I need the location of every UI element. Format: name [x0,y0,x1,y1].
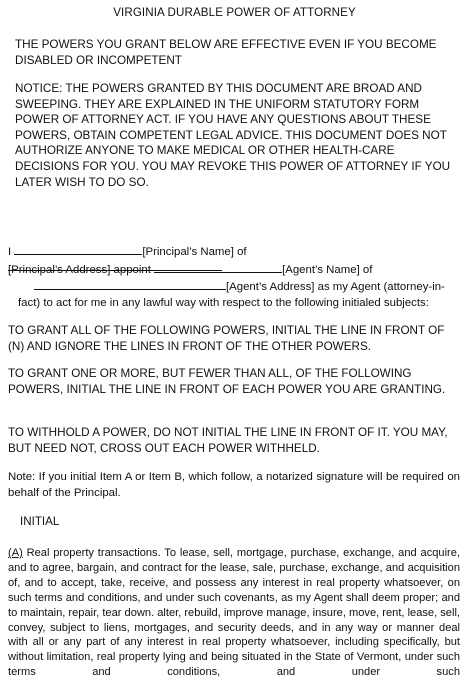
item-a-paragraph [8,546,460,680]
instruction-some: TO GRANT ONE OR MORE, BUT FEWER THAN ALL, OF THE FOLLOWING POWERS, INITIAL THE LINE IN FRONT OF EACH POWER YOU ARE GRANTING. [8,367,446,396]
notarization-note: Note: If you initial Item A or Item B, which follow, a notarized signature will be required on behalf of the Principal. [8,471,460,499]
item-a-letter[interactable]: (A) [8,547,23,559]
principal-name-label: [Principal’s Name] of [142,246,247,258]
agent-name-field[interactable] [154,262,282,273]
item-a-text: Real property transactions. To lease, sell, mortgage, purchase, exchange, and acquire, and to agree, bargain, and contract for the lease, sale, purchase, exchange, and acquisition of, and to accept, take, receive, and possess any interest in real property whatsoever, on such terms and conditions, and under such covenants, as my Agent shall deem proper; and to maintain, repair, tear down. alter, rebuild, improve manage, insure, move, rent, lease, sell, convey, subject to liens, mortgages, and security deeds, and in any way or manner deal with all or any part of any interest in real property whatsoever, including specifically, but without limitation, real property lying and being situated in the State of Vermont, under such terms and conditions, and under such [8,547,460,679]
document-title: VIRGINIA DURABLE POWER OF ATTORNEY [113,6,356,19]
instruction-withhold: TO WITHHOLD A POWER, DO NOT INITIAL THE LINE IN FRONT OF IT. YOU MAY, BUT NEED NOT, CROSS OUT EACH POWER WITHHELD. [8,426,448,455]
agent-name-line [8,262,460,278]
initial-heading: INITIAL [20,515,60,528]
agent-address-line [8,279,460,295]
principal-address-label: [Principal’s Address] appoint [8,264,151,276]
agent-name-label: [Agent’s Name] of [282,264,373,276]
fact-text: fact) to act for me in any lawful way with respect to the following initialed subjects: [18,297,429,309]
legal-notice: NOTICE: THE POWERS GRANTED BY THIS DOCUMENT ARE BROAD AND SWEEPING. THEY ARE EXPLAINED IN THE UNIFORM STATUTORY FORM POWER OF ATTORNEY ACT. IF YOU HAVE ANY QUESTIONS ABOUT THESE POWERS, OBTAIN COMPETENT LEGAL ADVICE. THIS DOCUMENT DOES NOT AUTHORIZE ANYONE TO MAKE MEDICAL OR OTHER HEALTH-CARE DECISIONS FOR YOU. YOU MAY REVOKE THIS POWER OF ATTORNEY IF YOU LATER WISH TO DO SO. [15,82,451,189]
effective-notice: THE POWERS YOU GRANT BELOW ARE EFFECTIVE EVEN IF YOU BECOME DISABLED OR INCOMPETENT [15,38,437,67]
agent-address-label: [Agent’s Address] as my Agent (attorney-in- [226,281,445,293]
instruction-all: TO GRANT ALL OF THE FOLLOWING POWERS, INITIAL THE LINE IN FRONT OF (N) AND IGNORE THE LINES IN FRONT OF THE OTHER POWERS. [8,324,445,353]
agent-address-field[interactable] [34,279,226,290]
i-label: I [8,246,12,258]
principal-name-field[interactable] [14,244,142,255]
